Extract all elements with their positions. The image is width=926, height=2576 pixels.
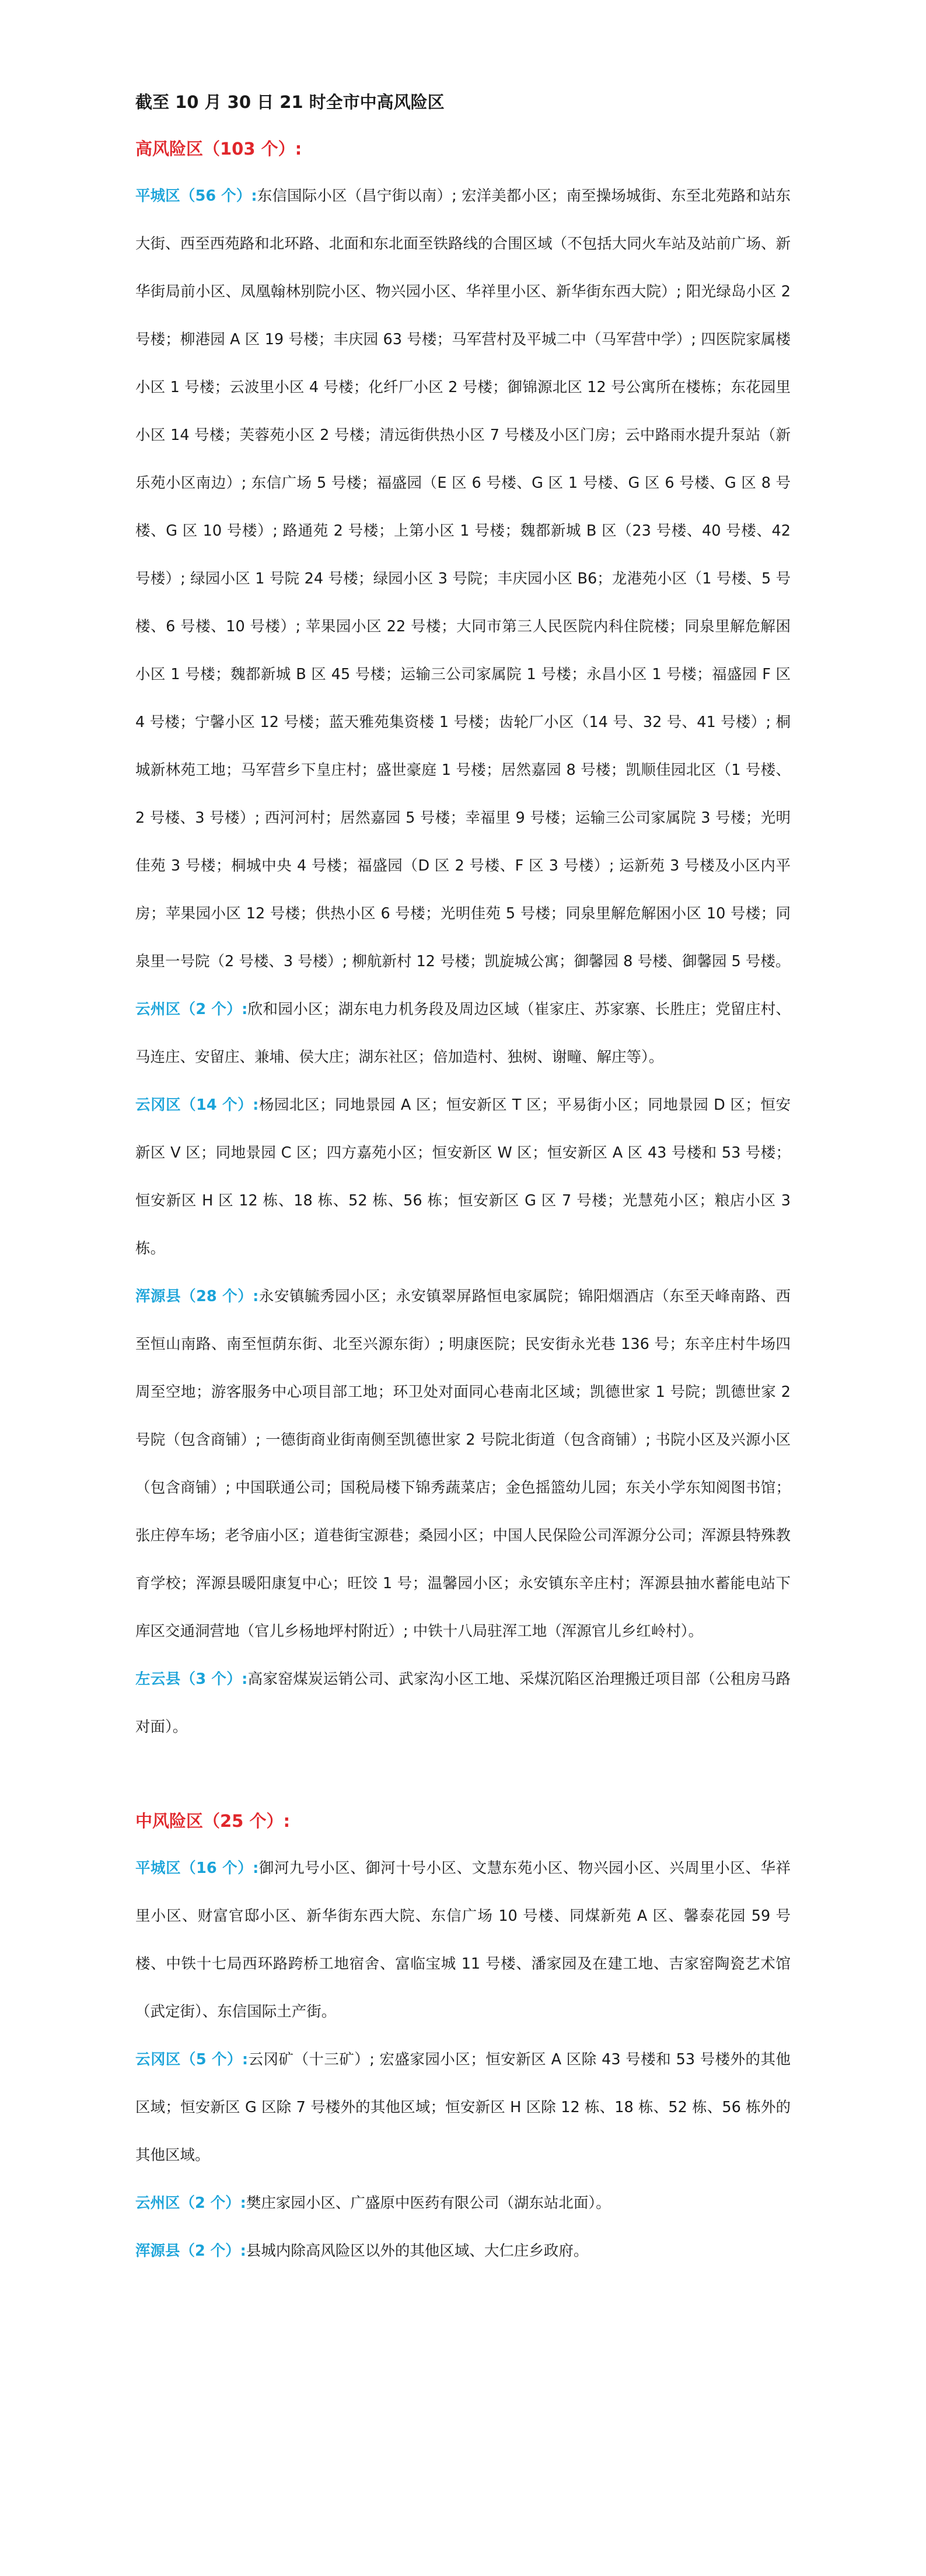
- district-areas: 县城内除高风险区以外的其他区域、大仁庄乡政府。: [246, 2242, 589, 2260]
- district-areas: 东信国际小区（昌宁街以南）; 宏洋美都小区；南至操场城街、东至北苑路和站东大街、西至西苑路和北环路、北面和东北面至铁路线的合围区域（不包括大同火车站及站前广场、新华街局前小区、凤凰翰林别院小区、物兴园小区、华祥里小区、新华街东西大院）; 阳光绿岛小区 2 号楼；柳港园 A 区 19 号楼；丰庆园 63 号楼；马军营村及平城二中（马军营中学）; 四医院家属楼小区 1 号楼；云波里小区 4 号楼；化纤厂小区 2 号楼；御锦源北区 12 号公寓所在楼栋；东花园里小区 14 号楼；芙蓉苑小区 2 号楼；清远街供热小区 7 号楼及小区门房；云中路雨水提升泵站（新乐苑小区南边）; 东信广场 5 号楼；福盛园（E 区 6 号楼、G 区 1 号楼、G 区 6 号楼、G 区 8 号楼、G 区 10 号楼）; 路通苑 2 号楼；上第小区 1 号楼；魏都新城 B 区（23 号楼、40 号楼、42 号楼）; 绿园小区 1 号院 24 号楼；绿园小区 3 号院；丰庆园小区 B6；龙港苑小区（1 号楼、5 号楼、6 号楼、10 号楼）; 苹果园小区 22 号楼；大同市第三人民医院内科住院楼；同泉里解危解困小区 1 号楼；魏都新城 B 区 45 号楼；运输三公司家属院 1 号楼；永昌小区 1 号楼；福盛园 F 区 4 号楼；宁馨小区 12 号楼；蓝天雅苑集资楼 1 号楼；齿轮厂小区（14 号、32 号、41 号楼）; 桐城新林苑工地；马军营乡下皇庄村；盛世豪庭 1 号楼；居然嘉园 8 号楼；凯顺佳园北区（1 号楼、2 号楼、3 号楼）; 西河河村；居然嘉园 5 号楼；幸福里 9 号楼；运输三公司家属院 3 号楼；光明佳苑 3 号楼；桐城中央 4 号楼；福盛园（D 区 2 号楼、F 区 3 号楼）; 运新苑 3 号楼及小区内平房；苹果园小区 12 号楼；供热小区 6 号楼；光明佳苑 5 号楼；同泉里解危解困小区 10 号楼；同泉里一号院（2 号楼、3 号楼）; 柳航新村 12 号楼；凯旋城公寓；御馨园 8 号楼、御馨园 5 号楼。: [135, 187, 791, 970]
- district-entry: [135, 1655, 791, 1751]
- district-areas: 御河九号小区、御河十号小区、文慧东苑小区、物兴园小区、兴周里小区、华祥里小区、财富官邸小区、新华街东西大院、东信广场 10 号楼、同煤新苑 A 区、馨泰花园 59 号楼、中铁十七局西环路跨桥工地宿舍、富临宝城 11 号楼、潘家园及在建工地、吉家窑陶瓷艺术馆（武定街）、东信国际土产街。: [135, 1860, 791, 2021]
- district-name: 云冈区（5 个）:: [135, 2051, 249, 2068]
- medium-risk-list: [135, 1844, 791, 2275]
- district-name: 平城区（56 个）:: [135, 187, 257, 205]
- district-entry: [135, 2227, 791, 2275]
- district-entry: [135, 2179, 791, 2227]
- district-areas: 杨园北区；同地景园 A 区；恒安新区 T 区；平易街小区；同地景园 D 区；恒安新区 V 区；同地景园 C 区；四方嘉苑小区；恒安新区 W 区；恒安新区 A 区 43 号楼和 53 号楼；恒安新区 H 区 12 栋、18 栋、52 栋、56 栋；恒安新区 G 区 7 号楼；光慧苑小区；粮店小区 3 栋。: [135, 1096, 791, 1257]
- district-name: 左云县（3 个）:: [135, 1670, 248, 1688]
- district-areas: 樊庄家园小区、广盛原中医药有限公司（湖东站北面）。: [246, 2194, 611, 2212]
- district-name: 云州区（2 个）:: [135, 2194, 246, 2212]
- district-name: 云州区（2 个）:: [135, 1001, 248, 1018]
- district-areas: 永安镇毓秀园小区；永安镇翠屏路恒电家属院；锦阳烟酒店（东至天峰南路、西至恒山南路、南至恒荫东街、北至兴源东街）; 明康医院；民安街永光巷 136 号；东辛庄村牛场四周至空地；游客服务中心项目部工地；环卫处对面同心巷南北区域；凯德世家 1 号院；凯德世家 2 号院（包含商铺）; 一德街商业街南侧至凯德世家 2 号院北街道（包含商铺）; 书院小区及兴源小区（包含商铺）; 中国联通公司；国税局楼下锦秀蔬菜店；金色摇篮幼儿园；东关小学东知阅图书馆；张庄停车场；老爷庙小区；道巷街宝源巷；桑园小区；中国人民保险公司浑源分公司；浑源县特殊教育学校；浑源县暖阳康复中心；旺饺 1 号；温馨园小区；永安镇东辛庄村；浑源县抽水蓄能电站下库区交通洞营地（官儿乡杨地坪村附近）; 中铁十八局驻浑工地（浑源官儿乡红岭村）。: [135, 1288, 791, 1640]
- district-entry: [135, 1844, 791, 2036]
- district-name: 平城区（16 个）:: [135, 1860, 259, 1877]
- medium-risk-heading: 中风险区（25 个）:: [135, 1811, 291, 1831]
- district-entry: [135, 985, 791, 1081]
- district-name: 浑源县（2 个）:: [135, 2242, 246, 2260]
- district-entry: [135, 1081, 791, 1273]
- district-areas: 云冈矿（十三矿）; 宏盛家园小区；恒安新区 A 区除 43 号楼和 53 号楼外的其他区域；恒安新区 G 区除 7 号楼外的其他区域；恒安新区 H 区除 12 栋、18 栋、52 栋、56 栋外的其他区域。: [135, 2051, 791, 2164]
- district-areas: 欣和园小区；湖东电力机务段及周边区域（崔家庄、苏家寨、长胜庄；党留庄村、马连庄、安留庄、兼埔、侯大庄；湖东社区；倍加造村、独树、谢疃、解庄等）。: [135, 1001, 791, 1066]
- high-risk-list: [135, 172, 791, 1751]
- district-entry: [135, 2036, 791, 2179]
- high-risk-heading: 高风险区（103 个）:: [135, 139, 302, 159]
- district-name: 云冈区（14 个）:: [135, 1096, 259, 1114]
- district-entry: [135, 1273, 791, 1655]
- district-areas: 高家窑煤炭运销公司、武家沟小区工地、采煤沉陷区治理搬迁项目部（公租房马路对面）。: [135, 1670, 791, 1736]
- district-entry: [135, 172, 791, 985]
- document-title: 截至 10 月 30 日 21 时全市中高风险区: [135, 92, 445, 112]
- district-name: 浑源县（28 个）:: [135, 1288, 259, 1305]
